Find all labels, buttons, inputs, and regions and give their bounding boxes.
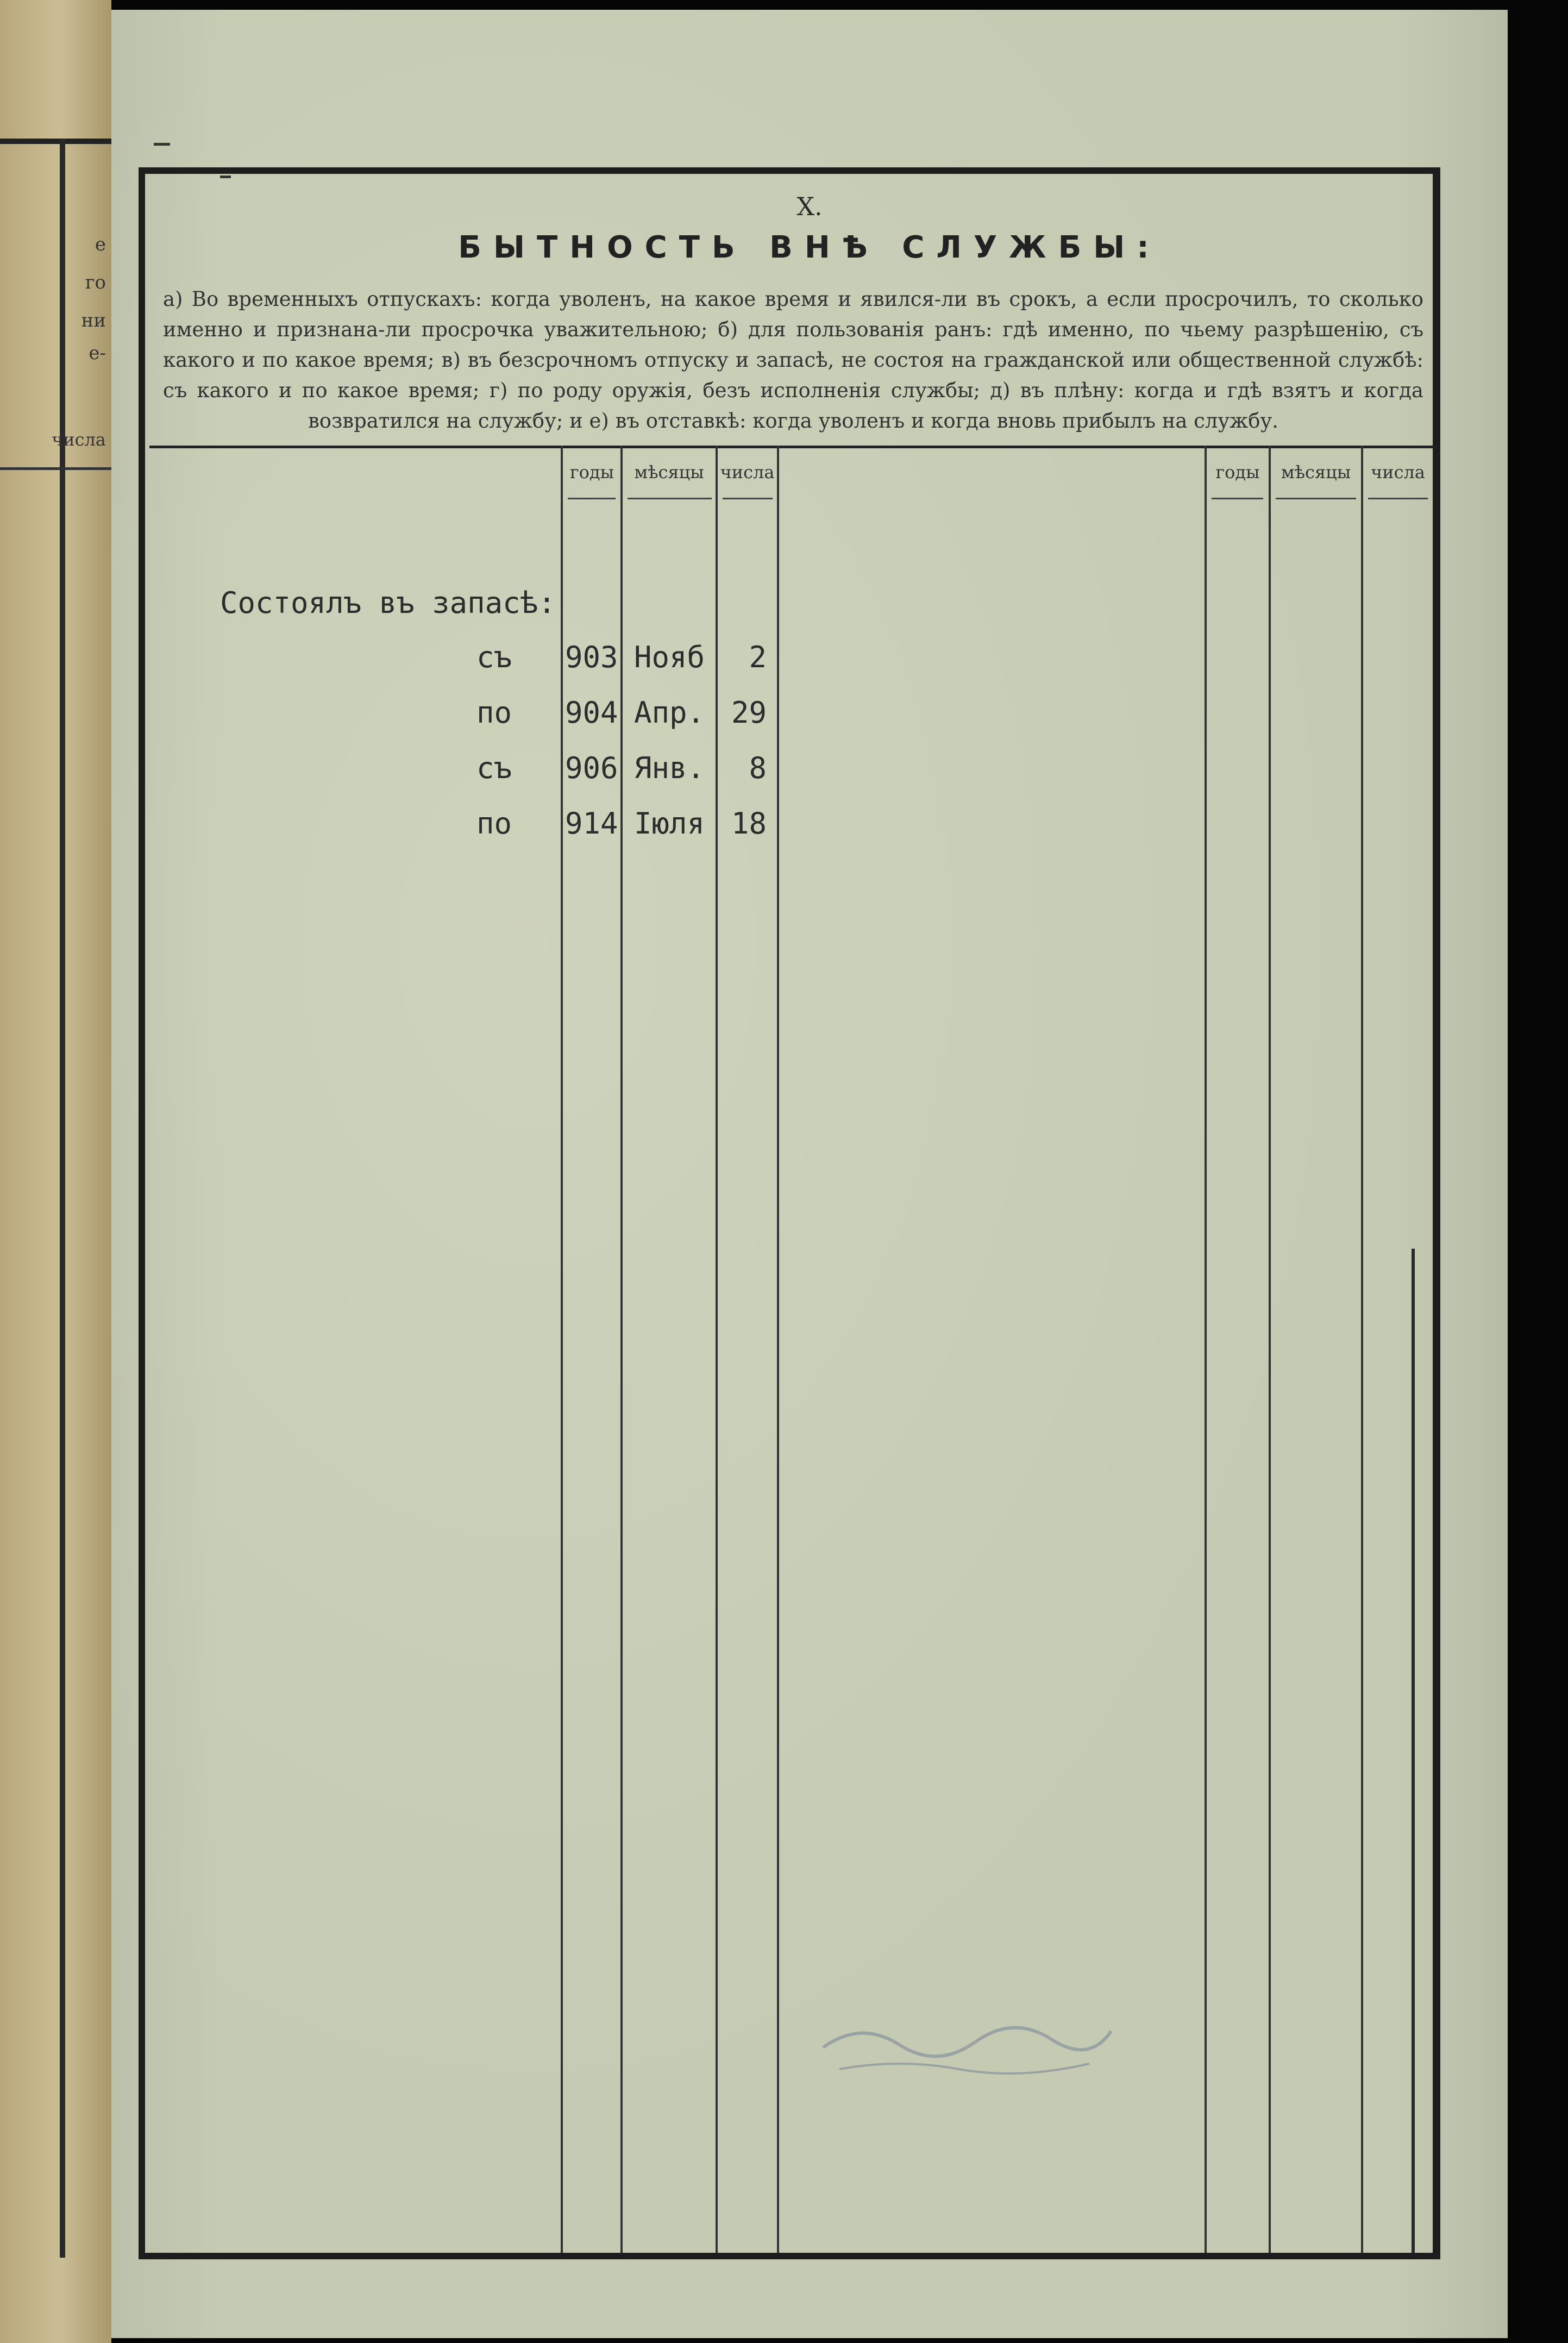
frame-right-inner-line <box>1412 1249 1415 2259</box>
column-divider <box>1269 446 1271 2253</box>
header-underline <box>568 498 616 499</box>
faint-stamp <box>818 1988 1122 2096</box>
section-numeral: X. <box>796 192 823 221</box>
entry-month: Іюля <box>634 806 705 841</box>
facing-page-fragment: ни <box>81 310 106 331</box>
section-instructions: а) Во временныхъ отпускахъ: когда уволенъ, на какое время и явился-ли въ срокъ, а если просрочилъ, то сколько именно и признана-ли просрочка уважительною; б) для пользованія ранъ: гдѣ именно, по чьему разрѣшенію, съ какого и по какое время; в) въ безсрочномъ отпуску и запасѣ, не состоя на гражданской или общественной службѣ: съ какого и по какое время; г) по роду оружія, безъ исполненія службы; д) въ плѣну: когда и гдѣ взятъ и когда возвратился на службу; и е) въ отставкѣ: когда уволенъ и когда вновь прибылъ на службу. <box>163 287 1423 433</box>
column-header-months: мѣсяцы <box>1281 462 1351 483</box>
entry-year: 914 <box>565 806 618 841</box>
header-underline <box>723 498 773 499</box>
entry-prefix: по <box>476 806 512 841</box>
facing-page-fragment: го <box>85 272 106 293</box>
column-header-years: годы <box>569 462 614 483</box>
facing-page-rule <box>0 139 111 144</box>
entry-day: 18 <box>731 806 767 841</box>
corner-mark <box>220 176 231 178</box>
column-header-months: мѣсяцы <box>634 462 704 483</box>
entry-prefix: съ <box>476 640 512 674</box>
column-divider <box>561 446 563 2253</box>
frame-right-line <box>1433 167 1440 2259</box>
frame-bottom-line <box>139 2253 1440 2259</box>
header-underline <box>1368 498 1428 499</box>
entry-year: 903 <box>565 640 618 674</box>
header-rule <box>149 446 1437 448</box>
frame-top-line <box>139 167 1437 174</box>
facing-page-divider <box>0 467 111 470</box>
header-underline <box>1276 498 1356 499</box>
entry-month: Янв. <box>634 751 705 785</box>
section-title: БЫТНОСТЬ ВНѢ СЛУЖБЫ: <box>458 230 1161 265</box>
facing-page-fragment: е- <box>89 342 106 364</box>
entry-day: 29 <box>731 696 767 730</box>
entry-heading: Состоялъ въ запасѣ: <box>220 586 556 620</box>
facing-page-fragment: числа <box>52 429 106 450</box>
facing-page-frame-line <box>60 139 65 2258</box>
entry-day: 8 <box>749 751 767 785</box>
header-underline <box>1212 498 1263 499</box>
entry-day: 2 <box>749 640 767 674</box>
column-divider <box>620 446 623 2253</box>
entry-prefix: съ <box>476 751 512 785</box>
entry-prefix: по <box>476 696 512 730</box>
column-divider <box>777 446 779 2253</box>
column-header-days: числа <box>1371 462 1425 483</box>
facing-page-edge <box>0 0 111 2343</box>
header-underline <box>628 498 712 499</box>
entry-year: 904 <box>565 696 618 730</box>
entry-month: Апр. <box>634 696 705 730</box>
entry-year: 906 <box>565 751 618 785</box>
column-divider <box>1205 446 1207 2253</box>
document-sheet <box>111 10 1508 2338</box>
entry-month: Нояб <box>634 640 705 674</box>
column-header-days: числа <box>720 462 775 483</box>
facing-page-fragment: е <box>95 234 106 255</box>
frame-left-line <box>139 167 145 2259</box>
column-divider <box>1361 446 1363 2253</box>
corner-mark <box>154 143 170 146</box>
column-header-years: годы <box>1215 462 1260 483</box>
